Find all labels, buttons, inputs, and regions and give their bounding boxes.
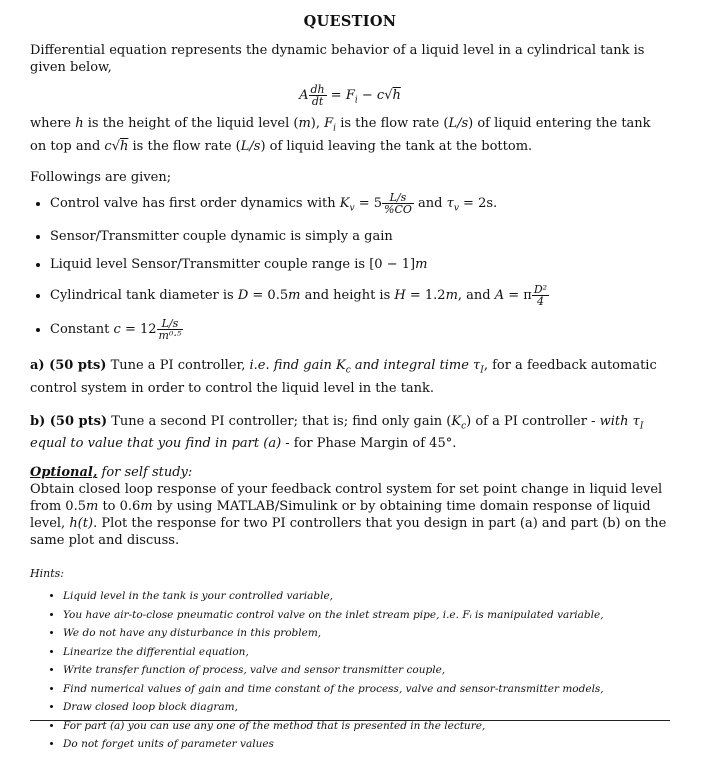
part-a-label: a) (50 pts): [30, 358, 107, 374]
optional-ht: h(t): [69, 516, 94, 532]
part-b: [30, 413, 670, 453]
where-t2: is the height of the liquid level (: [83, 116, 299, 131]
where-Fsub: i: [333, 123, 337, 134]
where-t5: ) of liquid entering the tank on top and: [30, 116, 651, 154]
intro-text: Differential equation represents the dynamic behavior of a liquid level in a cylindrical tank is given below,: [30, 43, 645, 75]
hint-item: • We do not have any disturbance in this problem,: [63, 627, 670, 640]
given-constant: [50, 318, 670, 341]
part-b-tau: τ: [632, 413, 640, 429]
part-b-t2: ) of a PI controller -: [466, 413, 600, 429]
h-eq: = 1.2: [405, 288, 446, 304]
kv-eq: = 5: [354, 195, 382, 211]
part-a-kc-sub: c: [345, 365, 351, 376]
tank-mid: and height is: [300, 288, 395, 304]
where-c: c: [104, 138, 112, 154]
eq-derivative: [309, 84, 327, 107]
a-symbol: A: [494, 288, 505, 304]
part-a-t3: , for a feedback automatic control system in order to control the liquid level in the tank.: [30, 358, 657, 396]
part-a-tau: τ: [473, 358, 481, 374]
part-b-t3: equal to value that you find in part (a): [30, 436, 282, 452]
where-t4: is the flow rate (: [336, 116, 449, 131]
where-unit2: L/s: [240, 138, 261, 154]
eq-rhs: = F: [326, 88, 355, 103]
and-text: and: [413, 195, 447, 211]
question-page: [30, 8, 670, 757]
kv-num: L/s: [382, 192, 414, 204]
optional-rest: for self study:: [97, 465, 193, 481]
part-b-t1: Tune a second PI controller; that is; find only gain (: [107, 413, 452, 429]
given-title: Followings are given;: [30, 169, 172, 185]
valve-text: Control valve has first order dynamics with: [50, 195, 340, 211]
optional-b2: to 0.6: [98, 499, 141, 515]
given-tank: [50, 284, 670, 307]
part-a-ie: i.e. find gain: [249, 358, 336, 374]
where-unit1: L/s: [448, 116, 469, 131]
where-m: m: [298, 116, 311, 131]
given-sensor: • Sensor/Transmitter couple dynamic is simply a gain: [50, 228, 670, 245]
h-symbol: H: [394, 288, 406, 304]
where-t6: is the flow rate (: [128, 138, 241, 154]
optional-b4: . Plot the response for two PI controllers that you design in part (a) and part (b) on the same plot and discuss.: [30, 516, 667, 549]
bottom-rule: [30, 720, 670, 721]
eq-coef-A: A: [299, 88, 309, 103]
optional-m1: m: [86, 499, 99, 515]
a-frac: [532, 284, 549, 307]
tank-text: Cylindrical tank diameter is: [50, 288, 238, 304]
optional-m2: m: [140, 499, 153, 515]
hint-item: • Do not forget units of parameter values: [63, 738, 670, 751]
kv-frac: [382, 192, 414, 215]
part-b-kc-sub: c: [461, 421, 467, 432]
c-num: L/s: [157, 318, 184, 330]
const-text: Constant: [50, 322, 114, 338]
range-unit: m: [415, 257, 428, 273]
optional-underlined: Optional,: [30, 465, 98, 481]
kv-den: %CO: [384, 202, 412, 216]
optional-body: [30, 481, 670, 549]
part-a: [30, 357, 670, 397]
part-a-t2: and integral time: [350, 358, 474, 374]
where-F: F: [324, 116, 334, 131]
a-eq: = π: [504, 288, 532, 304]
part-a-tau-sub: I: [480, 365, 484, 376]
tau-eq: = 2s.: [458, 195, 498, 211]
given-valve: [50, 192, 670, 218]
part-b-kc: K: [451, 413, 462, 429]
c-eq: = 12: [120, 322, 157, 338]
kv-sub: v: [349, 203, 355, 214]
optional-b1: Obtain closed loop response of your feedback control system for set point change in liquid level from 0.5: [30, 482, 663, 515]
d-unit: m: [288, 288, 301, 304]
where-h: h: [75, 116, 84, 131]
tank-mid2: , and: [457, 288, 495, 304]
c-den: m⁰·⁵: [158, 329, 182, 343]
hint-item: • You have air-to-close pneumatic control valve on the inlet stream pipe, i.e. Fᵢ is manipulated variable,: [63, 609, 670, 622]
hint-item: • For part (a) you can use any one of the method that is presented in the lecture,: [63, 720, 670, 733]
hint-item: • Draw closed loop block diagram,: [63, 701, 670, 714]
kv-symbol: K: [339, 195, 350, 211]
where-t1: where: [30, 116, 76, 131]
optional-b3: by using MATLAB/Simulink or by obtaining time domain response of liquid level,: [30, 499, 651, 532]
hint-item: • Linearize the differential equation,: [63, 646, 670, 659]
d-eq: = 0.5: [248, 288, 289, 304]
tau-sub: v: [453, 203, 459, 214]
part-b-tau-sub: I: [639, 421, 644, 432]
part-b-with: with: [599, 413, 633, 429]
given-range: [50, 256, 670, 273]
a-num: D²: [533, 283, 548, 297]
hints-list: [30, 590, 670, 751]
hint-item: • Find numerical values of gain and time constant of the process, valve and sensor-transmitter models,: [63, 683, 670, 696]
part-a-kc: K: [336, 358, 346, 374]
tau-symbol: τ: [446, 195, 454, 211]
a-den: 4: [536, 295, 544, 309]
page-title: QUESTION: [303, 13, 397, 30]
hints-title: Hints:: [30, 567, 64, 581]
part-b-label: b) (50 pts): [30, 413, 108, 429]
where-sqh: h: [120, 138, 129, 154]
eq-rhs-tail: − c: [357, 88, 385, 103]
eq-num: dh: [310, 83, 325, 96]
h-unit: m: [445, 288, 458, 304]
hint-item: • Liquid level in the tank is your controlled variable,: [63, 590, 670, 603]
part-a-t1: Tune a PI controller,: [106, 358, 250, 374]
c-frac: [157, 318, 184, 341]
where-text: where h is the height of the liquid level (m), $F_i$ is the flow rate (L/s) of liquid entering the tank on top and c√h is the flow rate (L/s) of liquid leaving the tank at the bottom.: [30, 116, 651, 154]
optional-heading: [30, 464, 670, 481]
eq-den: dt: [311, 95, 324, 108]
c-symbol: c: [113, 322, 121, 338]
d-symbol: D: [237, 288, 249, 304]
eq-rhs-sub: i: [354, 95, 358, 106]
where-t3: ),: [310, 116, 325, 131]
given-list: [30, 192, 670, 342]
range-text: Liquid level Sensor/Transmitter couple range is [0 − 1]: [50, 257, 416, 273]
hint-item: • Write transfer function of process, valve and sensor transmitter couple,: [63, 664, 670, 677]
where-t7: ) of liquid leaving the tank at the bottom.: [260, 138, 533, 154]
part-b-t4: - for Phase Margin of 45°.: [281, 436, 457, 452]
eq-sqrt-var: h: [392, 88, 401, 103]
differential-equation: A $\frac{dh}{dt}$ = $F_i - c√h$: [299, 83, 401, 108]
